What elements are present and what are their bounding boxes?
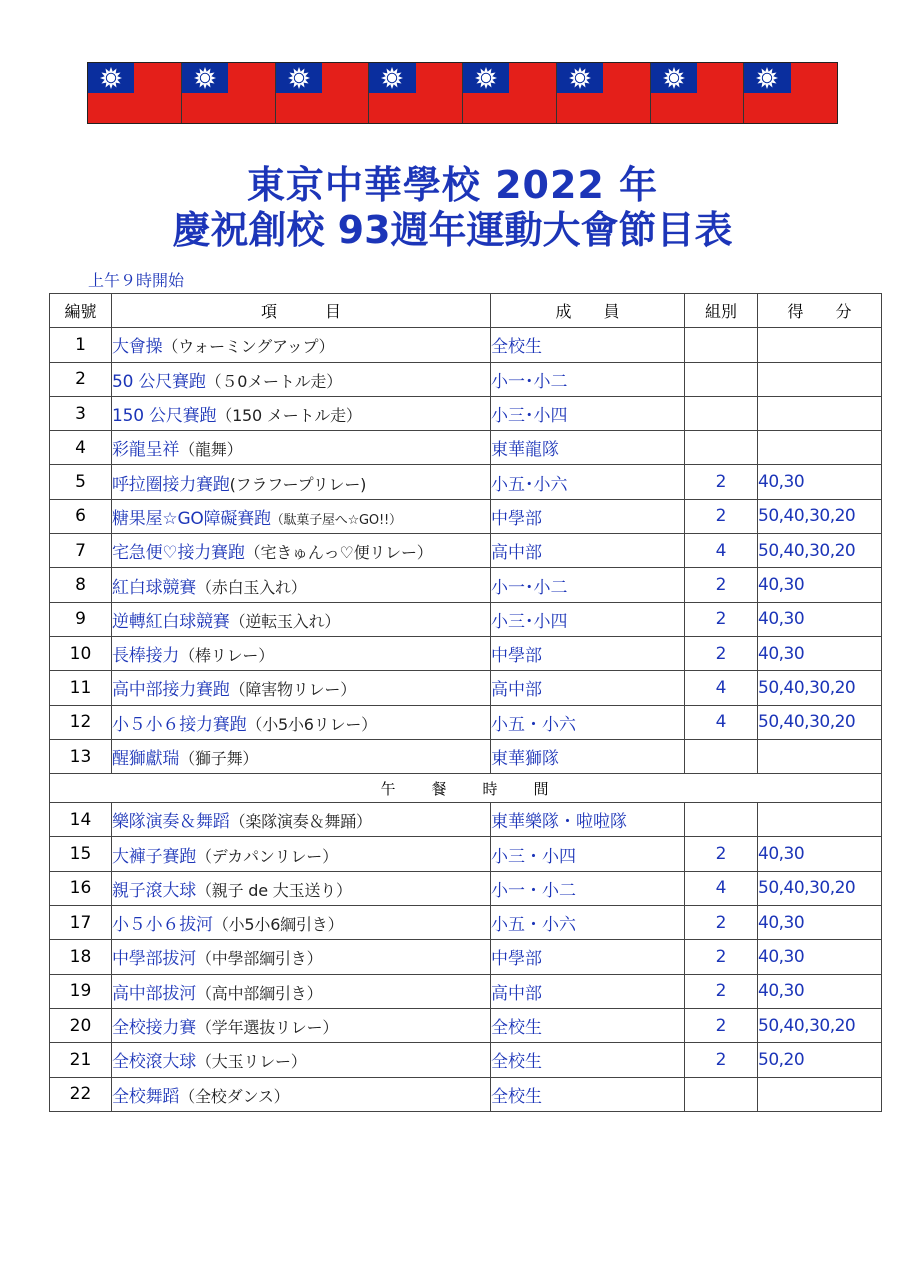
event-japanese: （獅子舞） — [179, 749, 259, 768]
row-score: 40,30 — [758, 465, 882, 499]
row-group — [685, 803, 758, 837]
event-name: 小５小６接力賽跑 — [112, 714, 247, 735]
event-name: 彩龍呈祥 — [112, 440, 180, 461]
roc-flag-icon — [744, 63, 837, 123]
table-row — [50, 1077, 882, 1111]
white-sun-icon — [98, 65, 124, 91]
row-score — [758, 803, 882, 837]
row-member: 小五・小六 — [491, 906, 685, 940]
row-event — [112, 671, 491, 705]
row-event — [112, 568, 491, 602]
event-name: 親子滾大球 — [112, 880, 196, 901]
title-line-2: 慶祝創校 93週年運動大會節目表 — [172, 208, 733, 252]
event-japanese: （駄菓子屋へ☆GO!!） — [270, 512, 402, 528]
event-name: 樂隊演奏＆舞蹈 — [112, 812, 230, 833]
event-japanese: （逆転玉入れ） — [229, 611, 341, 631]
row-event — [112, 803, 491, 837]
program-table — [49, 293, 882, 1112]
row-event — [112, 871, 491, 905]
row-no: 22 — [50, 1077, 112, 1111]
row-group: 4 — [685, 871, 758, 905]
row-score: 40,30 — [758, 602, 882, 636]
event-japanese: (フラフープリレー) — [229, 474, 367, 494]
header-group: 組別 — [685, 294, 758, 328]
row-member: 全校生 — [491, 1008, 685, 1042]
row-group: 2 — [685, 940, 758, 974]
row-member: 小三･小四 — [491, 396, 685, 430]
row-no: 12 — [50, 705, 112, 739]
table-row — [50, 837, 882, 871]
row-member: 高中部 — [491, 534, 685, 568]
row-group: 2 — [685, 1043, 758, 1077]
row-score: 50,40,30,20 — [758, 499, 882, 533]
row-no: 15 — [50, 837, 112, 871]
row-member: 小一・小二 — [491, 871, 685, 905]
white-sun-icon — [567, 65, 593, 91]
event-name: 大會操 — [112, 337, 163, 358]
event-japanese: （障害物リレー） — [229, 680, 357, 700]
row-score: 50,40,30,20 — [758, 871, 882, 905]
row-no: 14 — [50, 803, 112, 837]
row-group: 4 — [685, 534, 758, 568]
row-score — [758, 362, 882, 396]
table-row — [50, 602, 882, 636]
event-name: 中學部拔河 — [112, 949, 196, 970]
flag-banner — [87, 62, 838, 124]
event-japanese: （赤白玉入れ） — [196, 577, 307, 597]
event-japanese: （楽隊演奏＆舞踊） — [229, 812, 372, 832]
start-time: 上午９時開始 — [88, 271, 185, 290]
row-group: 2 — [685, 636, 758, 670]
row-score: 50,40,30,20 — [758, 1008, 882, 1042]
flag-canton — [463, 63, 509, 93]
roc-flag-icon — [369, 63, 463, 123]
white-sun-icon — [473, 65, 499, 91]
event-name: 150 公尺賽跑 — [112, 406, 217, 427]
table-row — [50, 940, 882, 974]
row-score: 40,30 — [758, 906, 882, 940]
roc-flag-icon — [557, 63, 651, 123]
row-group — [685, 431, 758, 465]
row-no: 16 — [50, 871, 112, 905]
row-member: 全校生 — [491, 1043, 685, 1077]
row-group: 2 — [685, 906, 758, 940]
row-member: 小五・小六 — [491, 705, 685, 739]
table-row — [50, 328, 882, 362]
row-score: 40,30 — [758, 568, 882, 602]
row-member: 中學部 — [491, 940, 685, 974]
row-score: 50,40,30,20 — [758, 705, 882, 739]
row-no: 21 — [50, 1043, 112, 1077]
row-no: 8 — [50, 568, 112, 602]
row-no: 17 — [50, 906, 112, 940]
table-row — [50, 396, 882, 430]
row-no: 6 — [50, 499, 112, 533]
row-group — [685, 328, 758, 362]
flag-canton — [276, 63, 322, 93]
flag-canton — [557, 63, 603, 93]
row-event — [112, 636, 491, 670]
header-no: 編號 — [50, 294, 112, 328]
row-member: 中學部 — [491, 636, 685, 670]
event-name: 全校接力賽 — [112, 1018, 196, 1039]
table-row — [50, 1043, 882, 1077]
row-no: 2 — [50, 362, 112, 396]
row-no: 10 — [50, 636, 112, 670]
flag-canton — [182, 63, 228, 93]
flag-canton — [369, 63, 415, 93]
row-group: 2 — [685, 1008, 758, 1042]
event-name: 大褲子賽跑 — [112, 846, 196, 867]
row-score — [758, 739, 882, 773]
table-row — [50, 739, 882, 773]
row-group — [685, 396, 758, 430]
row-score — [758, 396, 882, 430]
event-name: 長棒接力 — [112, 646, 180, 667]
event-japanese: （高中部綱引き） — [196, 983, 323, 1003]
lunch-label: 午 餐 時 間 — [50, 774, 882, 803]
table-body — [50, 328, 882, 1112]
row-member: 小一･小二 — [491, 362, 685, 396]
event-name: 50 公尺賽跑 — [112, 371, 206, 392]
row-group: 4 — [685, 705, 758, 739]
row-group: 2 — [685, 602, 758, 636]
event-japanese: （宅きゅんっ♡便リレー） — [244, 543, 433, 563]
row-member: 小三・小四 — [491, 837, 685, 871]
table-header-row — [50, 294, 882, 328]
table-row — [50, 803, 882, 837]
row-group — [685, 739, 758, 773]
flag-canton — [651, 63, 697, 93]
table-row — [50, 671, 882, 705]
event-name: 高中部接力賽跑 — [112, 680, 230, 701]
row-event — [112, 837, 491, 871]
row-no: 3 — [50, 396, 112, 430]
lunch-row — [50, 774, 882, 803]
row-member: 小一･小二 — [491, 568, 685, 602]
row-event — [112, 602, 491, 636]
row-no: 20 — [50, 1008, 112, 1042]
row-member: 東華樂隊・啦啦隊 — [491, 803, 685, 837]
row-member: 東華獅隊 — [491, 739, 685, 773]
table-row — [50, 431, 882, 465]
row-member: 全校生 — [491, 1077, 685, 1111]
row-score: 40,30 — [758, 837, 882, 871]
table-row — [50, 568, 882, 602]
row-event — [112, 362, 491, 396]
roc-flag-icon — [182, 63, 276, 123]
event-name: 全校舞蹈 — [112, 1086, 180, 1107]
event-japanese: （小5小6綱引き） — [212, 915, 344, 935]
row-group: 2 — [685, 837, 758, 871]
row-no: 19 — [50, 974, 112, 1008]
row-group — [685, 362, 758, 396]
row-member: 高中部 — [491, 671, 685, 705]
row-member: 高中部 — [491, 974, 685, 1008]
row-event — [112, 534, 491, 568]
event-japanese: （中學部綱引き） — [196, 949, 323, 969]
row-event — [112, 940, 491, 974]
row-no: 11 — [50, 671, 112, 705]
white-sun-icon — [661, 65, 687, 91]
event-name: 醒獅獻瑞 — [112, 749, 180, 769]
event-japanese: （親子 de 大玉送り） — [196, 880, 352, 900]
roc-flag-icon — [276, 63, 370, 123]
event-name: 呼拉圈接力賽跑 — [112, 474, 230, 495]
event-name: 全校滾大球 — [112, 1052, 196, 1073]
roc-flag-icon — [463, 63, 557, 123]
flag-canton — [744, 63, 790, 93]
row-event — [112, 1077, 491, 1111]
table-row — [50, 906, 882, 940]
table-row — [50, 974, 882, 1008]
row-no: 1 — [50, 328, 112, 362]
row-event — [112, 499, 491, 533]
table-row — [50, 465, 882, 499]
row-event — [112, 705, 491, 739]
row-event — [112, 974, 491, 1008]
row-score: 50,40,30,20 — [758, 534, 882, 568]
header-score: 得 分 — [758, 294, 882, 328]
row-member: 全校生 — [491, 328, 685, 362]
event-japanese: （全校ダンス） — [179, 1086, 290, 1106]
row-no: 5 — [50, 465, 112, 499]
table-row — [50, 362, 882, 396]
row-event — [112, 396, 491, 430]
white-sun-icon — [192, 65, 218, 91]
flag-canton — [88, 63, 134, 93]
event-japanese: （大玉リレー） — [196, 1052, 307, 1072]
title-line-1: 東京中華學校 2022 年 — [246, 163, 659, 207]
row-no: 7 — [50, 534, 112, 568]
event-name: 小５小６拔河 — [112, 915, 213, 936]
row-group: 2 — [685, 499, 758, 533]
event-japanese: （150 メートル走） — [216, 406, 362, 426]
header-member: 成 員 — [491, 294, 685, 328]
table-row — [50, 499, 882, 533]
row-no: 18 — [50, 940, 112, 974]
table-row — [50, 871, 882, 905]
row-member: 中學部 — [491, 499, 685, 533]
row-event — [112, 739, 491, 773]
white-sun-icon — [286, 65, 312, 91]
event-japanese: （デカパンリレー） — [196, 846, 338, 866]
table-row — [50, 636, 882, 670]
row-group: 2 — [685, 974, 758, 1008]
roc-flag-icon — [88, 63, 182, 123]
row-group — [685, 1077, 758, 1111]
table-row — [50, 705, 882, 739]
row-score: 50,40,30,20 — [758, 671, 882, 705]
event-japanese: （ウォーミングアップ） — [162, 337, 335, 357]
event-japanese: （棒リレー） — [179, 646, 275, 666]
event-name: 糖果屋☆GO障礙賽跑 — [112, 508, 271, 529]
roc-flag-icon — [651, 63, 745, 123]
event-name: 紅白球競賽 — [112, 577, 196, 598]
row-score: 50,20 — [758, 1043, 882, 1077]
event-name: 宅急便♡接力賽跑 — [112, 543, 245, 564]
table-row — [50, 534, 882, 568]
row-score — [758, 328, 882, 362]
table-row — [50, 1008, 882, 1042]
row-event — [112, 1008, 491, 1042]
row-event — [112, 465, 491, 499]
row-score: 40,30 — [758, 636, 882, 670]
row-group: 4 — [685, 671, 758, 705]
event-japanese: （５0メートル走） — [205, 371, 343, 391]
row-score — [758, 431, 882, 465]
event-japanese: （小5小6リレー） — [246, 714, 377, 734]
row-event — [112, 906, 491, 940]
event-japanese: （龍舞） — [179, 440, 243, 460]
event-name: 高中部拔河 — [112, 983, 196, 1004]
row-no: 13 — [50, 739, 112, 773]
row-member: 小三･小四 — [491, 602, 685, 636]
white-sun-icon — [754, 65, 780, 91]
row-event — [112, 431, 491, 465]
row-no: 4 — [50, 431, 112, 465]
event-name: 逆轉紅白球競賽 — [112, 611, 230, 632]
row-score: 40,30 — [758, 940, 882, 974]
row-event — [112, 328, 491, 362]
row-member: 小五･小六 — [491, 465, 685, 499]
row-no: 9 — [50, 602, 112, 636]
header-event: 項 目 — [112, 294, 491, 328]
row-score: 40,30 — [758, 974, 882, 1008]
row-score — [758, 1077, 882, 1111]
white-sun-icon — [379, 65, 405, 91]
row-member: 東華龍隊 — [491, 431, 685, 465]
event-japanese: （学年選抜リレー） — [196, 1018, 339, 1038]
row-group: 2 — [685, 568, 758, 602]
row-group: 2 — [685, 465, 758, 499]
row-event — [112, 1043, 491, 1077]
